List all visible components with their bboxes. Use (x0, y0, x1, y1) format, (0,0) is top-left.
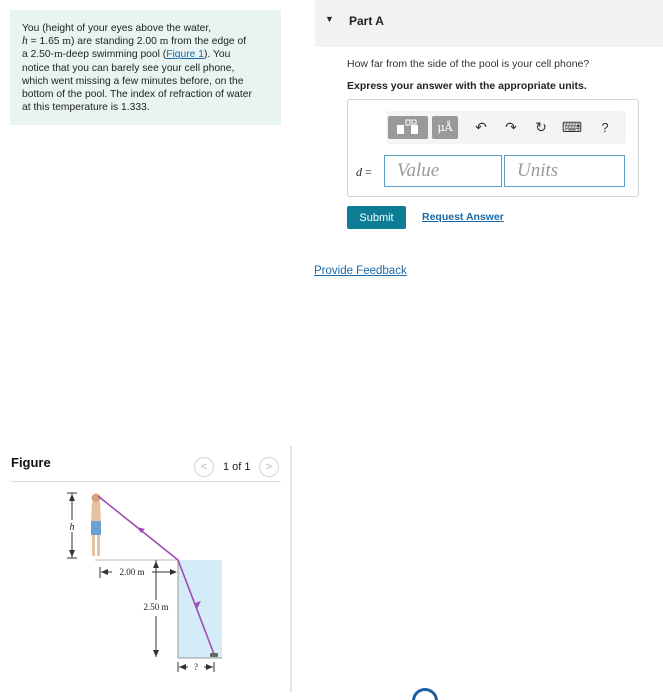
answer-box (347, 99, 639, 197)
question-text: How far from the side of the pool is your cell phone? (347, 58, 590, 70)
templates-icon (388, 116, 428, 139)
unit-m: m (54, 48, 63, 61)
answer-variable-label (356, 165, 372, 180)
units-input[interactable] (504, 155, 625, 187)
problem-line: at this temperature is 1.333. (22, 102, 150, 114)
depth-label: 2.50 m (143, 602, 169, 612)
phone (210, 653, 218, 657)
h-label: h (69, 522, 75, 533)
problem-text: a 2.50- (22, 49, 55, 61)
problem-text: = 1.65 (27, 36, 63, 48)
part-title: Part A (349, 14, 384, 28)
problem-line: notice that you can barely see your cell phone, (22, 62, 235, 74)
variable-d: d (356, 165, 362, 179)
distance-label: 2.00 m (119, 567, 145, 577)
figure-counter: 1 of 1 (223, 461, 251, 473)
unit-m: m (62, 35, 71, 48)
provide-feedback-link[interactable]: Provide Feedback (314, 265, 407, 277)
submit-button[interactable]: Submit (347, 206, 406, 229)
problem-text: ) are standing 2.00 (70, 36, 160, 48)
problem-text: ). You (204, 49, 231, 61)
person-figure (91, 494, 101, 557)
keyboard-icon[interactable]: ⌨ (561, 119, 583, 135)
figure-link[interactable]: Figure 1 (166, 49, 204, 61)
instruction-text: Express your answer with the appropriate units. (347, 80, 587, 92)
problem-text: -deep swimming pool ( (62, 49, 167, 61)
pane-divider[interactable] (290, 446, 292, 692)
problem-line: which went missing a few minutes before, on the (22, 75, 244, 87)
math-toolbar (386, 111, 626, 144)
collapse-caret-icon[interactable]: ▼ (325, 14, 334, 24)
problem-line (22, 35, 269, 48)
redo-icon[interactable]: ↷ (505, 119, 517, 135)
value-input[interactable] (384, 155, 502, 187)
problem-line (22, 48, 269, 61)
undo-icon[interactable]: ↶ (475, 119, 487, 135)
part-a-header[interactable] (315, 0, 663, 47)
figure-divider (11, 481, 281, 482)
problem-text: from the edge of (168, 36, 247, 48)
reset-icon[interactable]: ↻ (535, 119, 547, 135)
next-figure-button[interactable]: > (259, 457, 279, 477)
units-button[interactable]: μÅ (432, 116, 458, 139)
previous-figure-button[interactable]: < (194, 457, 214, 477)
equals-sign: = (362, 165, 372, 179)
problem-statement (10, 10, 281, 125)
templates-button[interactable] (388, 116, 428, 139)
pool-figure (60, 488, 240, 678)
figure-heading: Figure (11, 455, 51, 470)
help-icon[interactable]: ? (601, 120, 609, 135)
unit-m: m (159, 35, 169, 48)
problem-line: You (height of your eyes above the water, (22, 23, 212, 34)
help-circle-icon[interactable] (412, 688, 438, 700)
request-answer-link[interactable]: Request Answer (422, 211, 504, 223)
var-h: h (22, 35, 28, 48)
problem-line: bottom of the pool. The index of refraction of water (22, 89, 252, 101)
unknown-label: ? (194, 662, 198, 672)
pool-water (178, 560, 222, 658)
